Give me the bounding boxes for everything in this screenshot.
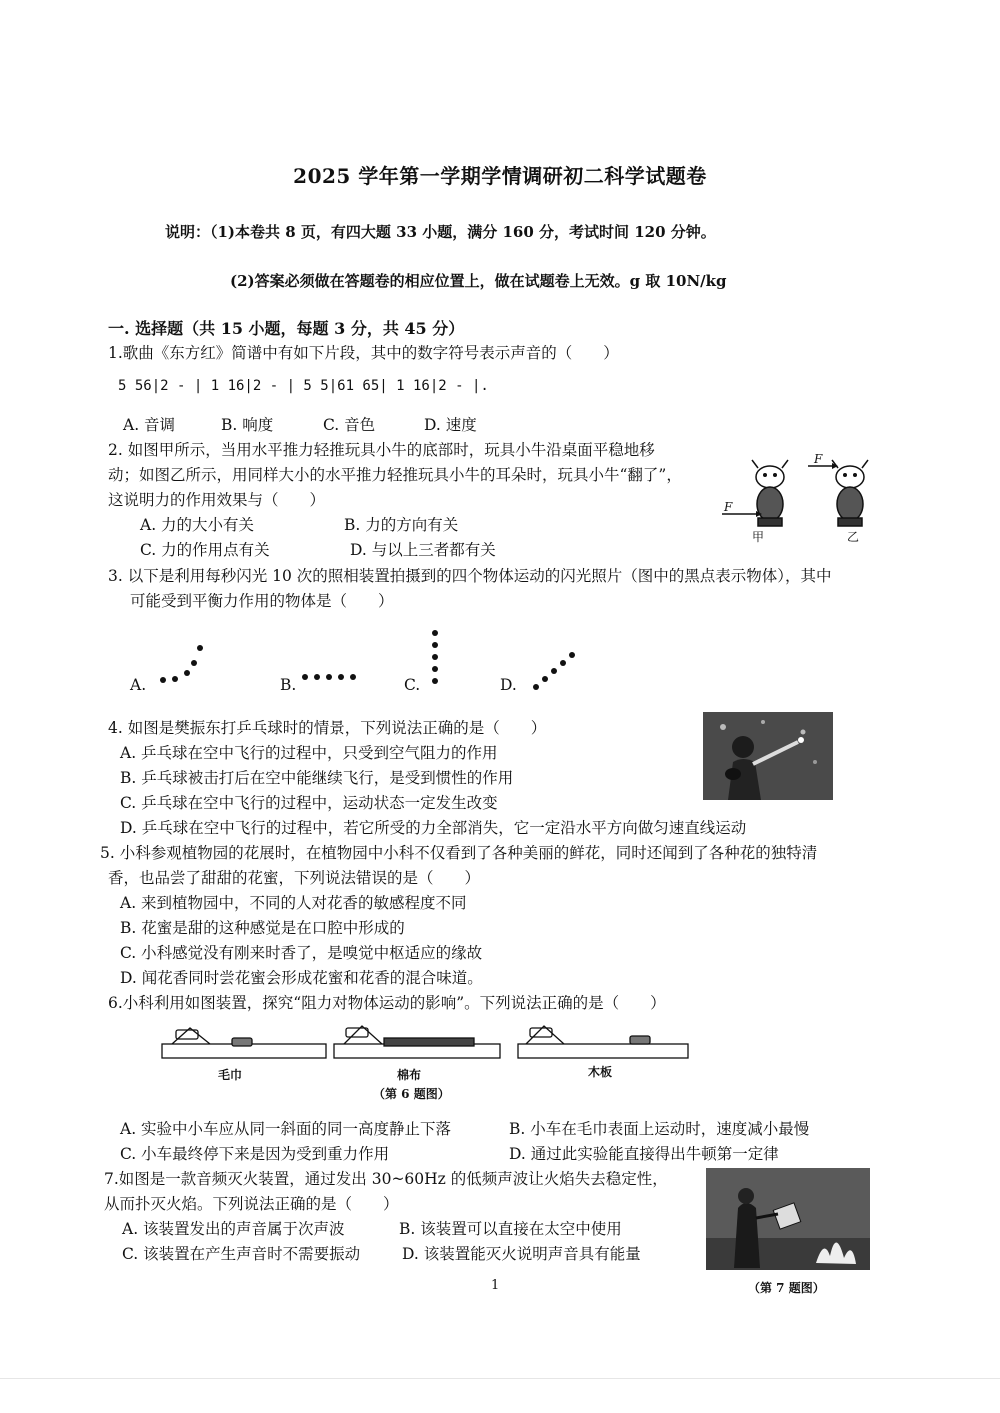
q7-figure-caption: （第 7 题图） <box>748 1281 825 1295</box>
q1-option-d: D. 速度 <box>424 416 477 434</box>
toy-bull-illustration <box>718 452 888 547</box>
force-label-jia: F <box>724 500 733 514</box>
q4-option-a: A. 乒乓球在空中飞行的过程中，只受到空气阻力的作用 <box>120 744 498 762</box>
label-jia: 甲 <box>752 530 765 544</box>
q7-option-b: B. 该装置可以直接在太空中使用 <box>399 1220 622 1238</box>
q1-option-c: C. 音色 <box>323 416 376 434</box>
force-label-yi: F <box>814 452 823 466</box>
extinguisher-scene <box>706 1168 870 1270</box>
q6-option-d: D. 通过此实验能直接得出牛顿第一定律 <box>509 1145 779 1163</box>
q6-option-a: A. 实验中小车应从同一斜面的同一高度静止下落 <box>120 1120 452 1138</box>
ramp-experiment-illustration <box>160 1020 695 1070</box>
q3-stem-line-1: 3. 以下是利用每秒闪光 10 次的照相装置拍摄到的四个物体运动的闪光照片（图中的黑点表示物体），其中 <box>108 567 832 585</box>
q3-label-d: D. <box>500 676 517 694</box>
q6-label-towel: 毛巾 <box>218 1068 243 1082</box>
q7-option-a: A. 该装置发出的声音属于次声波 <box>122 1220 345 1238</box>
q5-option-d: D. 闻花香同时尝花蜜会形成花蜜和花香的混合味道。 <box>120 969 483 987</box>
player-silhouette <box>703 712 833 800</box>
q5-option-b: B. 花蜜是甜的这种感觉是在口腔中形成的 <box>120 919 405 937</box>
q2-stem-line-2: 动；如图乙所示，用同样大小的水平推力轻推玩具小牛的耳朵时，玩具小牛“翻了”， <box>108 466 682 484</box>
q6-label-cotton: 棉布 <box>397 1068 422 1082</box>
q3-stem-line-2: 可能受到平衡力作用的物体是（ ） <box>130 592 394 610</box>
q4-option-b: B. 乒乓球被击打后在空中能继续飞行，是受到惯性的作用 <box>120 769 514 787</box>
q5-stem-line-1: 5. 小科参观植物园的花展时，在植物园中小科不仅看到了各种美丽的鲜花，同时还闻到了各种花的独特清 <box>100 844 818 862</box>
q4-option-c: C. 乒乓球在空中飞行的过程中，运动状态一定发生改变 <box>120 794 498 812</box>
q1-stem: 1.歌曲《东方红》简谱中有如下片段，其中的数字符号表示声音的（ ） <box>108 344 619 362</box>
q6-label-wood: 木板 <box>588 1065 613 1079</box>
q6-stem: 6.小科利用如图装置，探究“阻力对物体运动的影响”。下列说法正确的是（ ） <box>108 994 666 1012</box>
q5-option-a: A. 来到植物园中，不同的人对花香的敏感程度不同 <box>120 894 467 912</box>
q2-option-c: C. 力的作用点有关 <box>140 541 270 559</box>
q6-figure <box>160 1020 695 1070</box>
q3-label-a: A. <box>130 676 147 694</box>
q5-stem-line-2: 香，也品尝了甜甜的花蜜，下列说法错误的是（ ） <box>108 869 481 887</box>
table-tennis-photo <box>703 712 833 800</box>
q2-option-a: A. 力的大小有关 <box>140 516 255 534</box>
page-number: 1 <box>491 1278 500 1293</box>
q7-stem-line-2: 从而扑灭火焰。下列说法正确的是（ ） <box>104 1195 399 1213</box>
q4-option-d: D. 乒乓球在空中飞行的过程中，若它所受的力全部消失，它一定沿水平方向做匀速直线运动 <box>120 819 747 837</box>
q5-option-c: C. 小科感觉没有刚来时香了，是嗅觉中枢适应的缘故 <box>120 944 483 962</box>
q6-option-b: B. 小车在毛巾表面上运动时，速度减小最慢 <box>509 1120 810 1138</box>
page-bottom-divider <box>0 1378 1000 1379</box>
q3-label-b: B. <box>280 676 297 694</box>
label-yi: 乙 <box>847 530 860 544</box>
q1-option-a: A. 音调 <box>123 416 176 434</box>
q2-stem-line-3: 这说明力的作用效果与（ ） <box>108 491 326 509</box>
q1-option-b: B. 响度 <box>221 416 274 434</box>
q6-option-c: C. 小车最终停下来是因为受到重力作用 <box>120 1145 390 1163</box>
q7-option-d: D. 该装置能灭火说明声音具有能量 <box>402 1245 641 1263</box>
q4-stem: 4. 如图是樊振东打乒乓球时的情景，下列说法正确的是（ ） <box>108 719 547 737</box>
q2-option-d: D. 与以上三者都有关 <box>350 541 496 559</box>
q3-label-c: C. <box>404 676 421 694</box>
instructions-line-2: (2)答案必须做在答题卷的相应位置上，做在试题卷上无效。g 取 10N/kg <box>230 272 727 290</box>
sonic-extinguisher-photo <box>706 1168 870 1270</box>
q6-figure-caption: （第 6 题图） <box>373 1087 450 1101</box>
q7-option-c: C. 该装置在产生声音时不需要振动 <box>122 1245 361 1263</box>
instructions-line-1: 说明：（1)本卷共 8 页，有四大题 33 小题，满分 160 分，考试时间 120 分钟。 <box>165 223 716 241</box>
q1-notation: 5 56|2 - | 1 16|2 - | 5 5|61 65| 1 16|2 - |. <box>118 378 489 394</box>
q2-stem-line-1: 2. 如图甲所示，当用水平推力轻推玩具小牛的底部时，玩具小牛沿桌面平稳地移 <box>108 441 655 459</box>
q2-option-b: B. 力的方向有关 <box>344 516 459 534</box>
q2-figure <box>718 452 888 547</box>
q7-stem-line-1: 7.如图是一款音频灭火装置，通过发出 30~60Hz 的低频声波让火焰失去稳定性， <box>104 1170 668 1188</box>
section-title: 一. 选择题（共 15 小题，每题 3 分，共 45 分） <box>108 319 465 338</box>
exam-title: 2025 学年第一学期学情调研初二科学试题卷 <box>293 164 707 188</box>
